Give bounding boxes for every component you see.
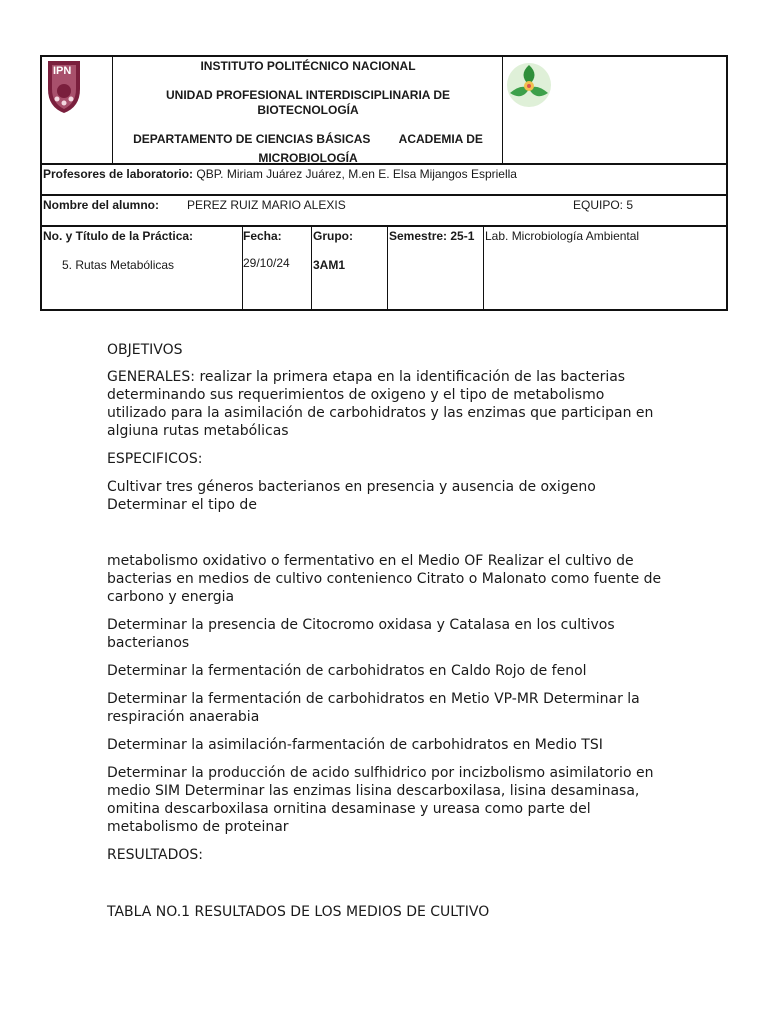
- professors-value: QBP. Miriam Juárez Juárez, M.en E. Elsa Mijangos Espriella: [196, 167, 517, 181]
- academy-name: ACADEMIA DE: [398, 132, 483, 146]
- department-name: DEPARTAMENTO DE CIENCIAS BÁSICAS: [133, 132, 371, 146]
- semester-label: Semestre: 25-1: [389, 229, 475, 243]
- department-line: [114, 132, 502, 147]
- professors-row: [43, 167, 517, 182]
- specific-objective-6: Determinar la asimilación-farmentación de carbohidratos en Medio TSI: [107, 737, 603, 753]
- team-value: EQUIPO: 5: [573, 198, 634, 212]
- col-divider: [112, 57, 113, 163]
- col-divider: [502, 57, 503, 163]
- objectives-heading: OBJETIVOS: [107, 342, 183, 358]
- group-value: 3AM1: [313, 258, 346, 272]
- specific-objective-4: Determinar la fermentación de carbohidratos en Caldo Rojo de fenol: [107, 663, 587, 679]
- results-heading: RESULTADOS:: [107, 847, 204, 863]
- col-divider: [483, 225, 484, 311]
- group-label: Grupo:: [313, 229, 353, 243]
- specific-objective-5: Determinar la fermentación de carbohidratos en Metio VP-MR Determinar la respiración anaerabia: [107, 691, 640, 725]
- ipn-logo-text: IPN: [53, 65, 72, 77]
- row-divider: [42, 225, 726, 227]
- student-value: PEREZ RUIZ MARIO ALEXIS: [187, 198, 346, 212]
- row-divider: [42, 194, 726, 196]
- table-caption: TABLA NO.1 RESULTADOS DE LOS MEDIOS DE CULTIVO: [107, 904, 490, 920]
- student-label: Nombre del alumno:: [43, 198, 160, 212]
- practice-value: 5. Rutas Metabólicas: [62, 258, 175, 272]
- specific-objective-1: Cultivar tres géneros bacterianos en presencia y ausencia de oxigeno Determinar el tipo de: [107, 479, 596, 513]
- title-block: [114, 57, 502, 166]
- specific-objective-3: Determinar la presencia de Citocromo oxidasa y Catalasa en los cultivos bacterianos: [107, 617, 615, 651]
- lab-name: Lab. Microbiología Ambiental: [485, 229, 640, 243]
- upibi-logo: [504, 59, 554, 111]
- academy-name-2: MICROBIOLOGÍA: [258, 151, 358, 165]
- professors-label: Profesores de laboratorio:: [43, 167, 194, 181]
- ipn-logo: [44, 59, 84, 115]
- specific-heading: ESPECIFICOS:: [107, 451, 203, 467]
- institution-name: INSTITUTO POLITÉCNICO NACIONAL: [200, 59, 416, 73]
- col-divider: [387, 225, 388, 311]
- date-label: Fecha:: [243, 229, 282, 243]
- header-table: [40, 55, 728, 311]
- practice-label: No. y Título de la Práctica:: [43, 229, 194, 243]
- unit-name: UNIDAD PROFESIONAL INTERDISCIPLINARIA DE BIOTECNOLOGÍA: [165, 88, 450, 117]
- general-objective: GENERALES: realizar la primera etapa en la identificación de las bacterias determinando sus requerimientos de oxigeno y el tipo de metabolismo utilizado para la asimilación de carbohidratos y las enzimas que participan en algiuna rutas metabólicas: [107, 369, 654, 439]
- specific-objective-2: metabolismo oxidativo o fermentativo en el Medio OF Realizar el cultivo de bacterias en medios de cultivo conteniencо Citrato o Malonato como fuente de carbono y energia: [107, 553, 662, 605]
- specific-objective-7: Determinar la producción de acido sulfhidrico por incizbolismo asimilatorio en medio SIM Determinar las enzimas lisina descarboxilasa, lisina desaminasa, omitina descarboxilasa ornitina desaminase y ureasa como parte del metabolismo de proteinar: [107, 765, 654, 835]
- date-value: 29/10/24: [243, 256, 290, 270]
- col-divider: [311, 225, 312, 311]
